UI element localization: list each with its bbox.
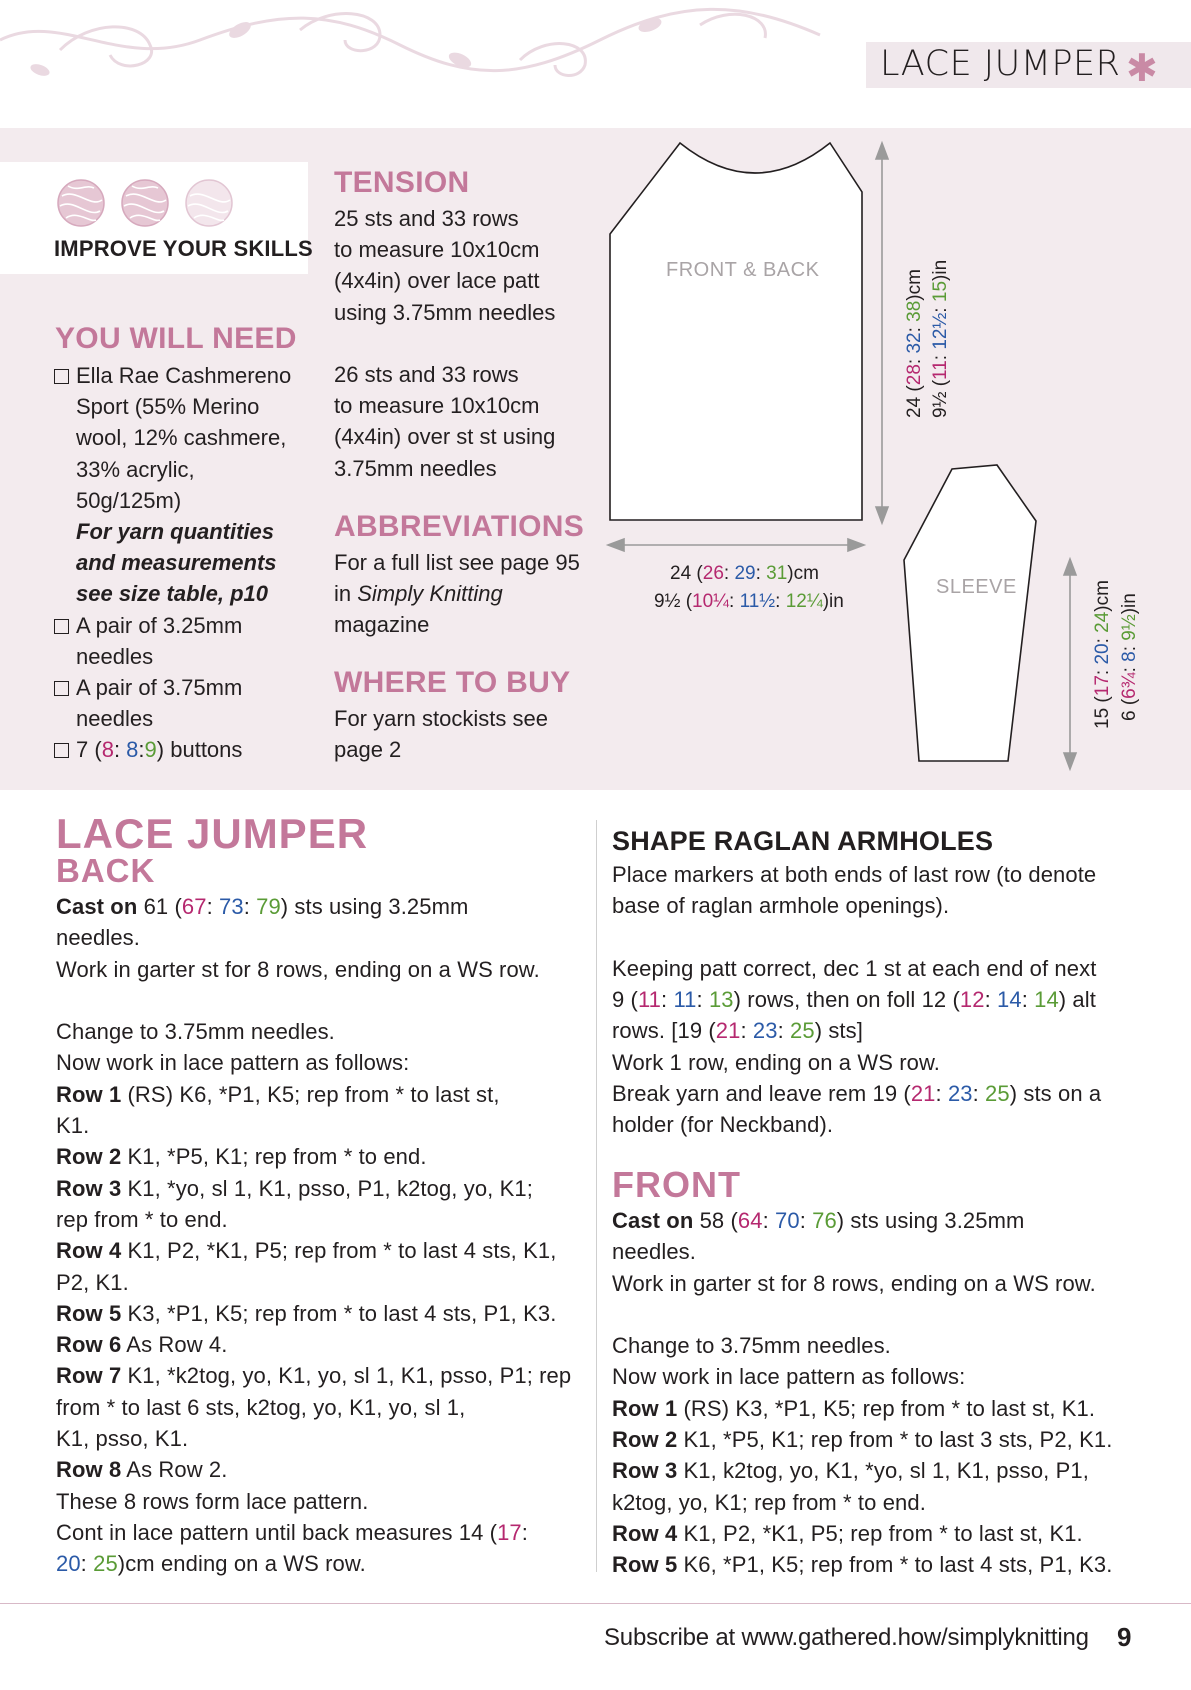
checkbox-icon xyxy=(54,743,69,758)
footer-divider xyxy=(0,1603,1191,1604)
note-line: and measurements xyxy=(76,550,277,576)
list-item xyxy=(54,734,294,765)
where-to-buy-heading: WHERE TO BUY xyxy=(334,666,571,699)
magazine-name: Simply Knitting xyxy=(357,581,503,607)
checkbox-icon xyxy=(54,369,69,384)
row-3: Row 3 K1, k2tog, yo, K1, *yo, sl 1, K1, psso, P1, xyxy=(612,1458,1089,1484)
height-arrow xyxy=(876,143,888,523)
instruction-line: 20: 25)cm ending on a WS row. xyxy=(56,1551,366,1577)
buttons-line xyxy=(76,734,294,765)
instruction-line: K1. xyxy=(56,1113,90,1139)
row-2: Row 2 K1, *P5, K1; rep from * to end. xyxy=(56,1144,427,1170)
instruction-line: Keeping patt correct, dec 1 st at each end of next xyxy=(612,955,1097,981)
instruction-line: Place markers at both ends of last row (to denote xyxy=(612,862,1097,887)
checkbox-icon xyxy=(54,619,69,634)
row-3: Row 3 K1, *yo, sl 1, K1, psso, P1, k2tog, yo, K1; xyxy=(56,1175,533,1201)
raglan-instructions xyxy=(612,859,1182,1141)
row-4: Row 4 K1, P2, *K1, P5; rep from * to last st, K1. xyxy=(612,1520,1083,1546)
tension-line: using 3.75mm needles xyxy=(334,299,556,325)
sleeve-in-label: 6 (6¾: 8: 9½)in xyxy=(1119,593,1140,721)
instruction-line: from * to last 6 sts, k2tog, yo, K1, yo, sl 1, xyxy=(56,1394,466,1420)
list-item-line: Ella Rae Cashmereno xyxy=(76,363,292,388)
abbr-line: For a full list see page 95 xyxy=(334,550,580,575)
list-item-line: 33% acrylic, xyxy=(76,456,195,482)
width-arrow xyxy=(608,539,864,551)
tension-line: to measure 10x10cm xyxy=(334,393,540,419)
row-8: Row 8 As Row 2. xyxy=(56,1457,228,1483)
back-instructions xyxy=(56,891,586,1580)
checkbox-icon xyxy=(54,681,69,696)
wtb-line: page 2 xyxy=(334,737,402,763)
sep: : xyxy=(138,737,145,763)
sleeve-label: SLEEVE xyxy=(936,576,1017,598)
sep: : xyxy=(113,737,127,763)
note-line: see size table, p10 xyxy=(76,581,268,607)
front-back-label: FRONT & BACK xyxy=(666,259,820,281)
list-item-line: Sport (55% Merino xyxy=(76,394,260,420)
instruction-line: Cast on 58 (64: 70: 76) sts using 3.25mm xyxy=(612,1208,1025,1233)
list-item-line: 50g/125m) xyxy=(76,487,182,513)
text: in xyxy=(334,581,358,607)
abbreviations-heading: ABBREVIATIONS xyxy=(334,510,585,543)
yarn-ball-outline-icon xyxy=(184,178,234,228)
instruction-line: These 8 rows form lace pattern. xyxy=(56,1488,369,1514)
row-5: Row 5 K3, *P1, K5; rep from * to last 4 sts, P1, K3. xyxy=(56,1300,557,1326)
tension-line: (4x4in) over st st using xyxy=(334,424,556,450)
raglan-heading: SHAPE RAGLAN ARMHOLES xyxy=(612,826,994,856)
instruction-line: Now work in lace pattern as follows: xyxy=(56,1050,410,1076)
width-cm-label: 24 (26: 29: 31)cm xyxy=(670,563,819,584)
tension-line: 3.75mm needles xyxy=(334,455,497,481)
wtb-line: For yarn stockists see xyxy=(334,706,548,731)
back-heading: BACK xyxy=(56,852,156,889)
abbr-line xyxy=(334,578,580,609)
pattern-title: LACE JUMPER xyxy=(56,810,369,857)
instruction-line: Work in garter st for 8 rows, ending on a WS row. xyxy=(612,1270,1096,1296)
size-value: 9 xyxy=(144,737,157,763)
width-in-label: 9½ (10¼: 11½: 12¼)in xyxy=(654,591,844,612)
you-will-need-list xyxy=(54,360,294,766)
garment-schematic xyxy=(600,135,1191,785)
list-item-line: needles xyxy=(76,706,154,732)
front-instructions xyxy=(612,1205,1182,1581)
instruction-line: rep from * to end. xyxy=(56,1206,228,1232)
tension-line: (4x4in) over lace patt xyxy=(334,268,540,294)
list-item-line: A pair of 3.75mm xyxy=(76,675,243,701)
size-value: 8 xyxy=(126,737,139,763)
instruction-line: 9 (11: 11: 13) rows, then on foll 12 (12: 14: 14) alt xyxy=(612,987,1096,1013)
instruction-line: Work 1 row, ending on a WS row. xyxy=(612,1049,940,1075)
row-7: Row 7 K1, *k2tog, yo, K1, yo, sl 1, K1, psso, P1; rep xyxy=(56,1363,572,1389)
front-heading: FRONT xyxy=(612,1164,741,1205)
you-will-need-heading: YOU WILL NEED xyxy=(55,322,297,355)
tension-line: 25 sts and 33 rows xyxy=(334,206,519,231)
list-item-line: A pair of 3.25mm xyxy=(76,612,243,638)
text: ) buttons xyxy=(156,737,243,763)
instruction-line: P2, K1. xyxy=(56,1269,129,1295)
list-item-line: wool, 12% cashmere, xyxy=(76,425,287,451)
page-number: 9 xyxy=(1117,1622,1132,1652)
abbr-line: magazine xyxy=(334,612,430,638)
instruction-line: Change to 3.75mm needles. xyxy=(56,1019,335,1045)
instruction-line: needles. xyxy=(56,925,140,951)
row-1: Row 1 (RS) K6, *P1, K5; rep from * to last st, xyxy=(56,1081,500,1107)
text: 7 ( xyxy=(76,737,102,763)
front-back-shape xyxy=(610,143,862,520)
instruction-line: Cast on 61 (67: 73: 79) sts using 3.25mm xyxy=(56,894,469,919)
tension-line: 26 sts and 33 rows xyxy=(334,362,519,387)
row-5: Row 5 K6, *P1, K5; rep from * to last 4 sts, P1, K3. xyxy=(612,1552,1113,1578)
instruction-line: holder (for Neckband). xyxy=(612,1112,834,1138)
instruction-line: Break yarn and leave rem 19 (21: 23: 25) sts on a xyxy=(612,1081,1102,1107)
instruction-line: rows. [19 (21: 23: 25) sts] xyxy=(612,1018,863,1044)
instruction-line: K1, psso, K1. xyxy=(56,1426,189,1452)
where-to-buy-text xyxy=(334,703,548,765)
yarn-ball-icon xyxy=(120,178,170,228)
list-item xyxy=(54,360,294,516)
column-divider xyxy=(596,820,597,1572)
list-item xyxy=(54,672,294,734)
flower-star-icon: ✱ xyxy=(1126,48,1158,90)
instruction-line: Now work in lace pattern as follows: xyxy=(612,1364,966,1390)
size-value: 8 xyxy=(101,737,114,763)
size-note xyxy=(54,516,294,610)
row-4: Row 4 K1, P2, *K1, P5; rep from * to last 4 sts, K1, xyxy=(56,1238,557,1264)
height-in-label: 9½ (11: 12½: 15)in xyxy=(930,259,951,418)
abbreviations-text xyxy=(334,547,580,641)
height-cm-label: 24 (28: 32: 38)cm xyxy=(904,269,925,418)
instruction-line: Change to 3.75mm needles. xyxy=(612,1333,891,1359)
tension-heading: TENSION xyxy=(334,166,470,199)
instruction-line: Cont in lace pattern until back measures 14 (17: xyxy=(56,1519,528,1545)
page-header-title: LACE JUMPER xyxy=(880,44,1121,84)
list-item-line: needles xyxy=(76,643,154,669)
sleeve-length-arrow xyxy=(1064,559,1076,769)
sleeve-cm-label: 15 (17: 20: 24)cm xyxy=(1092,580,1113,729)
instruction-line: base of raglan armhole openings). xyxy=(612,893,950,919)
note-line: For yarn quantities xyxy=(76,519,275,545)
footer-subscribe-text: Subscribe at www.gathered.how/simplyknitting xyxy=(604,1624,1089,1651)
row-2: Row 2 K1, *P5, K1; rep from * to last 3 sts, P2, K1. xyxy=(612,1427,1113,1453)
tension-text xyxy=(334,203,555,484)
sleeve-shape xyxy=(904,465,1036,761)
skills-label: IMPROVE YOUR SKILLS xyxy=(54,236,313,261)
instruction-line: Work in garter st for 8 rows, ending on a WS row. xyxy=(56,956,540,982)
tension-line: to measure 10x10cm xyxy=(334,237,540,263)
row-1: Row 1 (RS) K3, *P1, K5; rep from * to last st, K1. xyxy=(612,1395,1096,1421)
instruction-line: needles. xyxy=(612,1239,696,1265)
row-6: Row 6 As Row 4. xyxy=(56,1332,228,1358)
instruction-line: k2tog, yo, K1; rep from * to end. xyxy=(612,1489,926,1515)
list-item xyxy=(54,610,294,672)
yarn-ball-icon xyxy=(56,178,106,228)
